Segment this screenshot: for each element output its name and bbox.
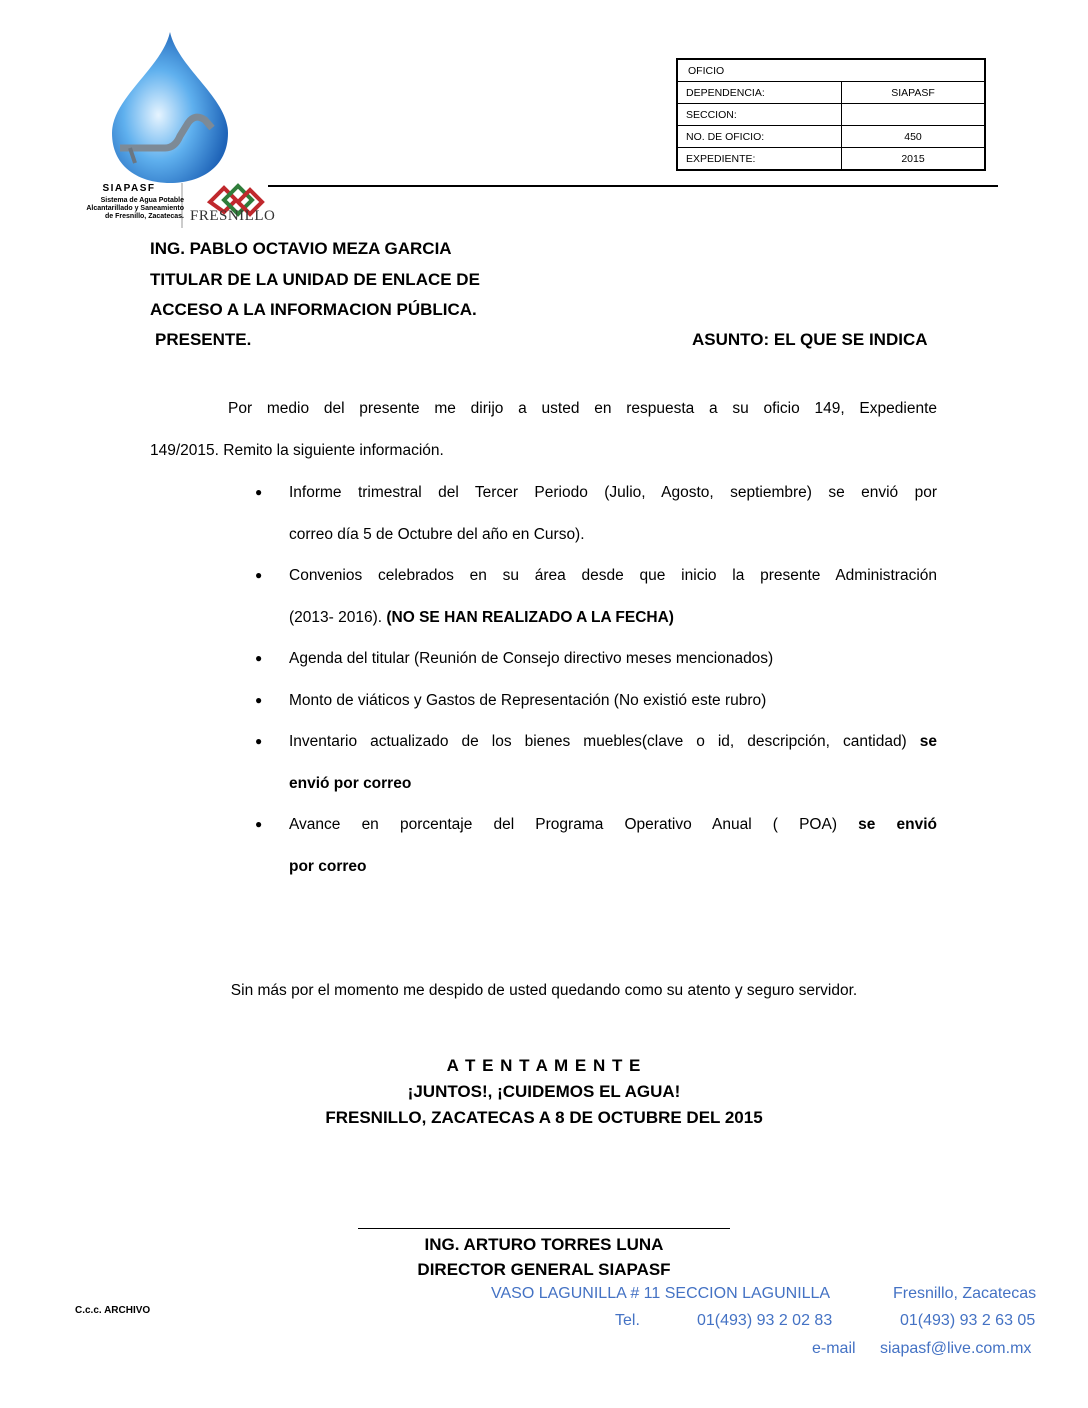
- addressee-title-cont: ACCESO A LA INFORMACION PÚBLICA.: [150, 300, 477, 319]
- footer-city: Fresnillo, Zacatecas: [893, 1285, 1037, 1302]
- addressee-title: TITULAR DE LA UNIDAD DE ENLACE DE: [150, 270, 480, 289]
- bullet-icon: ●: [255, 485, 263, 499]
- closing-text: Sin más por el momento me despido de usted quedando como su atento y seguro servidor.: [230, 982, 858, 999]
- list-item: ● Monto de viáticos y Gastos de Representación (No existió este rubro): [255, 680, 937, 722]
- table-title: OFICIO: [677, 59, 985, 82]
- subject-line: ASUNTO: EL QUE SE INDICA: [692, 330, 928, 349]
- footer-phone-1: 01(493) 93 2 02 83: [697, 1312, 833, 1329]
- signature-line: [358, 1228, 730, 1229]
- table-row: EXPEDIENTE: 2015: [677, 148, 985, 171]
- municipality-label: FRESNILLO: [190, 208, 276, 224]
- list-item: ● Convenios celebrados en su área desde que inicio la presente Administración (2013- 2016). (NO SE HAN REALIZADO A LA FECHA): [255, 555, 937, 638]
- footer-phone-2: 01(493) 93 2 63 05: [900, 1312, 1036, 1329]
- list-item: ● Avance en porcentaje del Programa Operativo Anual ( POA) se envió por correo: [255, 804, 937, 887]
- intro-line-2: 149/2015. Remito la siguiente información.: [150, 442, 444, 459]
- list-item: ● Agenda del titular (Reunión de Consejo directivo meses mencionados): [255, 638, 937, 680]
- footer-email[interactable]: siapasf@live.com.mx: [880, 1340, 1032, 1357]
- addressee-name: ING. PABLO OCTAVIO MEZA GARCIA: [150, 239, 452, 258]
- header-divider: [268, 185, 998, 187]
- atentamente: A T E N T A M E N T E: [446, 1056, 642, 1075]
- footer-tel-label: Tel.: [615, 1312, 640, 1329]
- org-name: SIAPASF: [102, 183, 156, 194]
- footer-address: VASO LAGUNILLA # 11 SECCION LAGUNILLA: [491, 1285, 831, 1302]
- table-row: SECCION:: [677, 104, 985, 126]
- bullet-icon: ●: [255, 651, 263, 665]
- requested-info-list: [255, 472, 937, 887]
- table-row: [677, 59, 985, 82]
- signer-title: DIRECTOR GENERAL SIAPASF: [417, 1260, 671, 1279]
- org-description: Sistema de Agua Potable Alcantarillado y Saneamiento de Fresnillo, Zacatecas.: [86, 197, 184, 221]
- intro-line-1: Por medio del presente me dirijo a usted en respuesta a su oficio 149, Expediente: [228, 400, 937, 417]
- table-row: DEPENDENCIA: SIAPASF: [677, 82, 985, 104]
- bullet-icon: ●: [255, 734, 263, 748]
- footer-email-label: e-mail: [812, 1340, 856, 1357]
- bullet-icon: ●: [255, 817, 263, 831]
- ccc-archivo: C.c.c. ARCHIVO: [75, 1305, 151, 1316]
- presente-label: PRESENTE.: [155, 330, 252, 349]
- bullet-icon: ●: [255, 692, 263, 707]
- oficio-info-table: [676, 58, 986, 171]
- slogan: ¡JUNTOS!, ¡CUIDEMOS EL AGUA!: [407, 1082, 681, 1101]
- table-row: NO. DE OFICIO: 450: [677, 126, 985, 148]
- place-date: FRESNILLO, ZACATECAS A 8 DE OCTUBRE DEL 2015: [325, 1108, 763, 1127]
- bullet-icon: ●: [255, 568, 263, 582]
- list-item: ● Inventario actualizado de los bienes muebles(clave o id, descripción, cantidad) se envió por correo: [255, 721, 937, 804]
- water-drop-icon: [112, 32, 228, 183]
- signer-name: ING. ARTURO TORRES LUNA: [424, 1235, 664, 1254]
- list-item: ● Informe trimestral del Tercer Periodo (Julio, Agosto, septiembre) se envió por correo día 5 de Octubre del año en Curso).: [255, 472, 937, 555]
